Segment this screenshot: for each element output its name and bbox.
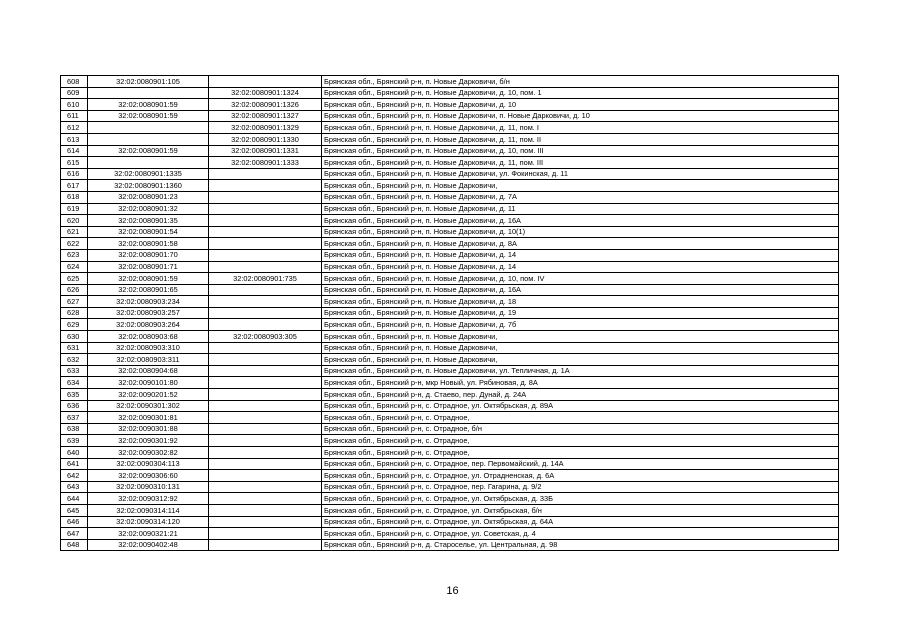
address-cell: Брянская обл., Брянский р-н, п. Новые Дарковичи, д. 7б — [322, 319, 839, 331]
object-cadastral-number-cell — [209, 528, 322, 540]
row-number-cell: 647 — [61, 528, 88, 540]
table-row — [61, 470, 839, 482]
row-number-cell: 628 — [61, 307, 88, 319]
object-cadastral-number-cell — [209, 180, 322, 192]
land-cadastral-number-cell: 32:02:0080901:70 — [88, 249, 209, 261]
object-cadastral-number-cell: 32:02:0080901:1331 — [209, 145, 322, 157]
address-cell: Брянская обл., Брянский р-н, п. Новые Дарковичи, б/н — [322, 76, 839, 88]
row-number-cell: 639 — [61, 435, 88, 447]
row-number-cell: 642 — [61, 470, 88, 482]
table-row — [61, 296, 839, 308]
row-number-cell: 641 — [61, 458, 88, 470]
table-row — [61, 99, 839, 111]
land-cadastral-number-cell — [88, 87, 209, 99]
table-row — [61, 423, 839, 435]
table-row — [61, 191, 839, 203]
page-number: 16 — [446, 585, 459, 597]
row-number-cell: 615 — [61, 157, 88, 169]
row-number-cell: 619 — [61, 203, 88, 215]
land-cadastral-number-cell: 32:02:0080901:35 — [88, 215, 209, 227]
row-number-cell: 625 — [61, 273, 88, 285]
table-row — [61, 122, 839, 134]
row-number-cell: 609 — [61, 87, 88, 99]
object-cadastral-number-cell — [209, 354, 322, 366]
address-cell: Брянская обл., Брянский р-н, п. Новые Дарковичи, д. 14 — [322, 261, 839, 273]
object-cadastral-number-cell — [209, 284, 322, 296]
row-number-cell: 632 — [61, 354, 88, 366]
land-cadastral-number-cell: 32:02:0080903:311 — [88, 354, 209, 366]
row-number-cell: 612 — [61, 122, 88, 134]
land-cadastral-number-cell: 32:02:0080901:65 — [88, 284, 209, 296]
address-cell: Брянская обл., Брянский р-н, с. Отрадное, б/н — [322, 423, 839, 435]
land-cadastral-number-cell: 32:02:0090314:120 — [88, 516, 209, 528]
object-cadastral-number-cell: 32:02:0080901:735 — [209, 273, 322, 285]
table-row — [61, 377, 839, 389]
land-cadastral-number-cell: 32:02:0080901:58 — [88, 238, 209, 250]
land-cadastral-number-cell: 32:02:0090301:81 — [88, 412, 209, 424]
registry-table-body — [61, 76, 839, 551]
address-cell: Брянская обл., Брянский р-н, п. Новые Дарковичи, — [322, 331, 839, 343]
address-cell: Брянская обл., Брянский р-н, п. Новые Дарковичи, д. 16А — [322, 215, 839, 227]
object-cadastral-number-cell — [209, 400, 322, 412]
row-number-cell: 610 — [61, 99, 88, 111]
table-row — [61, 180, 839, 192]
table-row — [61, 493, 839, 505]
land-cadastral-number-cell: 32:02:0080901:59 — [88, 273, 209, 285]
object-cadastral-number-cell — [209, 168, 322, 180]
object-cadastral-number-cell — [209, 447, 322, 459]
row-number-cell: 616 — [61, 168, 88, 180]
land-cadastral-number-cell — [88, 133, 209, 145]
row-number-cell: 645 — [61, 504, 88, 516]
table-row — [61, 284, 839, 296]
table-row — [61, 273, 839, 285]
land-cadastral-number-cell: 32:02:0090314:114 — [88, 504, 209, 516]
address-cell: Брянская обл., Брянский р-н, с. Отрадное, пер. Гагарина, д. 9/2 — [322, 481, 839, 493]
land-cadastral-number-cell: 32:02:0080903:234 — [88, 296, 209, 308]
row-number-cell: 622 — [61, 238, 88, 250]
object-cadastral-number-cell: 32:02:0080901:1333 — [209, 157, 322, 169]
table-row — [61, 215, 839, 227]
address-cell: Брянская обл., Брянский р-н, п. Новые Дарковичи, — [322, 354, 839, 366]
address-cell: Брянская обл., Брянский р-н, п. Новые Дарковичи, д. 10, пом. IV — [322, 273, 839, 285]
land-cadastral-number-cell: 32:02:0080901:59 — [88, 145, 209, 157]
row-number-cell: 636 — [61, 400, 88, 412]
object-cadastral-number-cell — [209, 215, 322, 227]
object-cadastral-number-cell — [209, 76, 322, 88]
address-cell: Брянская обл., Брянский р-н, с. Отрадное, ул. Советская, д. 4 — [322, 528, 839, 540]
object-cadastral-number-cell — [209, 458, 322, 470]
land-cadastral-number-cell: 32:02:0090301:302 — [88, 400, 209, 412]
object-cadastral-number-cell: 32:02:0080901:1329 — [209, 122, 322, 134]
table-row — [61, 203, 839, 215]
address-cell: Брянская обл., Брянский р-н, с. Отрадное, ул. Октябрьская, б/н — [322, 504, 839, 516]
land-cadastral-number-cell: 32:02:0090310:131 — [88, 481, 209, 493]
land-cadastral-number-cell: 32:02:0080901:23 — [88, 191, 209, 203]
table-row — [61, 226, 839, 238]
address-cell: Брянская обл., Брянский р-н, п. Новые Дарковичи, д. 19 — [322, 307, 839, 319]
address-cell: Брянская обл., Брянский р-н, п. Новые Дарковичи, д. 10 — [322, 99, 839, 111]
address-cell: Брянская обл., Брянский р-н, п. Новые Дарковичи, д. 16А — [322, 284, 839, 296]
table-row — [61, 447, 839, 459]
address-cell: Брянская обл., Брянский р-н, с. Отрадное, — [322, 435, 839, 447]
address-cell: Брянская обл., Брянский р-н, п. Новые Дарковичи, ул. Фокинская, д. 11 — [322, 168, 839, 180]
row-number-cell: 623 — [61, 249, 88, 261]
object-cadastral-number-cell — [209, 481, 322, 493]
object-cadastral-number-cell — [209, 470, 322, 482]
address-cell: Брянская обл., Брянский р-н, мкр Новый, ул. Рябиновая, д. 8А — [322, 377, 839, 389]
table-row — [61, 87, 839, 99]
row-number-cell: 643 — [61, 481, 88, 493]
address-cell: Брянская обл., Брянский р-н, п. Новые Дарковичи, — [322, 180, 839, 192]
land-cadastral-number-cell: 32:02:0090301:88 — [88, 423, 209, 435]
table-row — [61, 516, 839, 528]
table-row — [61, 319, 839, 331]
address-cell: Брянская обл., Брянский р-н, с. Отрадное, ул. Октябрьская, д. 33Б — [322, 493, 839, 505]
row-number-cell: 648 — [61, 539, 88, 551]
land-cadastral-number-cell: 32:02:0080901:105 — [88, 76, 209, 88]
address-cell: Брянская обл., Брянский р-н, п. Новые Дарковичи, д. 14 — [322, 249, 839, 261]
object-cadastral-number-cell — [209, 319, 322, 331]
table-row — [61, 238, 839, 250]
address-cell: Брянская обл., Брянский р-н, п. Новые Дарковичи, д. 18 — [322, 296, 839, 308]
object-cadastral-number-cell — [209, 307, 322, 319]
property-registry-table — [60, 75, 839, 551]
object-cadastral-number-cell — [209, 342, 322, 354]
table-row — [61, 435, 839, 447]
row-number-cell: 637 — [61, 412, 88, 424]
row-number-cell: 627 — [61, 296, 88, 308]
object-cadastral-number-cell: 32:02:0080901:1327 — [209, 110, 322, 122]
row-number-cell: 633 — [61, 365, 88, 377]
address-cell: Брянская обл., Брянский р-н, с. Отрадное, ул. Октябрьская, д. 89А — [322, 400, 839, 412]
object-cadastral-number-cell: 32:02:0080901:1326 — [209, 99, 322, 111]
table-row — [61, 412, 839, 424]
land-cadastral-number-cell: 32:02:0080901:54 — [88, 226, 209, 238]
table-row — [61, 261, 839, 273]
land-cadastral-number-cell: 32:02:0090312:92 — [88, 493, 209, 505]
land-cadastral-number-cell — [88, 122, 209, 134]
object-cadastral-number-cell — [209, 412, 322, 424]
object-cadastral-number-cell: 32:02:0080903:305 — [209, 331, 322, 343]
row-number-cell: 640 — [61, 447, 88, 459]
land-cadastral-number-cell: 32:02:0080904:68 — [88, 365, 209, 377]
row-number-cell: 618 — [61, 191, 88, 203]
table-row — [61, 389, 839, 401]
address-cell: Брянская обл., Брянский р-н, с. Отрадное, ул. Октябрьская, д. 64А — [322, 516, 839, 528]
object-cadastral-number-cell — [209, 423, 322, 435]
land-cadastral-number-cell: 32:02:0080903:68 — [88, 331, 209, 343]
address-cell: Брянская обл., Брянский р-н, п. Новые Дарковичи, д. 10(1) — [322, 226, 839, 238]
land-cadastral-number-cell: 32:02:0080901:59 — [88, 99, 209, 111]
row-number-cell: 608 — [61, 76, 88, 88]
land-cadastral-number-cell — [88, 157, 209, 169]
address-cell: Брянская обл., Брянский р-н, с. Отрадное, — [322, 412, 839, 424]
table-row — [61, 458, 839, 470]
table-row — [61, 307, 839, 319]
row-number-cell: 635 — [61, 389, 88, 401]
row-number-cell: 638 — [61, 423, 88, 435]
address-cell: Брянская обл., Брянский р-н, п. Новые Дарковичи, п. Новые Дарковичи, д. 10 — [322, 110, 839, 122]
table-row — [61, 342, 839, 354]
object-cadastral-number-cell — [209, 261, 322, 273]
object-cadastral-number-cell — [209, 191, 322, 203]
row-number-cell: 613 — [61, 133, 88, 145]
object-cadastral-number-cell — [209, 539, 322, 551]
land-cadastral-number-cell: 32:02:0090304:113 — [88, 458, 209, 470]
row-number-cell: 614 — [61, 145, 88, 157]
row-number-cell: 617 — [61, 180, 88, 192]
address-cell: Брянская обл., Брянский р-н, п. Новые Дарковичи, — [322, 342, 839, 354]
land-cadastral-number-cell: 32:02:0090302:82 — [88, 447, 209, 459]
object-cadastral-number-cell — [209, 389, 322, 401]
address-cell: Брянская обл., Брянский р-н, д. Стаево, пер. Дунай, д. 24А — [322, 389, 839, 401]
table-row — [61, 168, 839, 180]
object-cadastral-number-cell — [209, 377, 322, 389]
object-cadastral-number-cell — [209, 365, 322, 377]
table-row — [61, 157, 839, 169]
table-row — [61, 76, 839, 88]
object-cadastral-number-cell — [209, 238, 322, 250]
address-cell: Брянская обл., Брянский р-н, п. Новые Дарковичи, д. 7А — [322, 191, 839, 203]
land-cadastral-number-cell: 32:02:0080901:1360 — [88, 180, 209, 192]
land-cadastral-number-cell: 32:02:0080901:71 — [88, 261, 209, 273]
object-cadastral-number-cell — [209, 493, 322, 505]
land-cadastral-number-cell: 32:02:0090321:21 — [88, 528, 209, 540]
table-row — [61, 133, 839, 145]
object-cadastral-number-cell: 32:02:0080901:1330 — [209, 133, 322, 145]
land-cadastral-number-cell: 32:02:0080903:257 — [88, 307, 209, 319]
address-cell: Брянская обл., Брянский р-н, п. Новые Дарковичи, ул. Тепличная, д. 1А — [322, 365, 839, 377]
table-row — [61, 528, 839, 540]
address-cell: Брянская обл., Брянский р-н, п. Новые Дарковичи, д. 11, пом. I — [322, 122, 839, 134]
row-number-cell: 644 — [61, 493, 88, 505]
object-cadastral-number-cell — [209, 203, 322, 215]
object-cadastral-number-cell — [209, 504, 322, 516]
row-number-cell: 620 — [61, 215, 88, 227]
row-number-cell: 631 — [61, 342, 88, 354]
table-row — [61, 331, 839, 343]
table-row — [61, 481, 839, 493]
table-row — [61, 249, 839, 261]
row-number-cell: 646 — [61, 516, 88, 528]
land-cadastral-number-cell: 32:02:0080901:59 — [88, 110, 209, 122]
object-cadastral-number-cell: 32:02:0080901:1324 — [209, 87, 322, 99]
table-row — [61, 539, 839, 551]
row-number-cell: 630 — [61, 331, 88, 343]
table-row — [61, 504, 839, 516]
address-cell: Брянская обл., Брянский р-н, д. Староселье, ул. Центральная, д. 98 — [322, 539, 839, 551]
table-row — [61, 354, 839, 366]
land-cadastral-number-cell: 32:02:0090201:52 — [88, 389, 209, 401]
row-number-cell: 629 — [61, 319, 88, 331]
object-cadastral-number-cell — [209, 435, 322, 447]
address-cell: Брянская обл., Брянский р-н, п. Новые Дарковичи, д. 10, пом. III — [322, 145, 839, 157]
table-row — [61, 365, 839, 377]
row-number-cell: 626 — [61, 284, 88, 296]
address-cell: Брянская обл., Брянский р-н, п. Новые Дарковичи, д. 11, пом. II — [322, 133, 839, 145]
object-cadastral-number-cell — [209, 226, 322, 238]
object-cadastral-number-cell — [209, 516, 322, 528]
address-cell: Брянская обл., Брянский р-н, п. Новые Дарковичи, д. 11 — [322, 203, 839, 215]
land-cadastral-number-cell: 32:02:0080901:1335 — [88, 168, 209, 180]
land-cadastral-number-cell: 32:02:0080901:32 — [88, 203, 209, 215]
row-number-cell: 624 — [61, 261, 88, 273]
land-cadastral-number-cell: 32:02:0090101:80 — [88, 377, 209, 389]
land-cadastral-number-cell: 32:02:0090306:60 — [88, 470, 209, 482]
address-cell: Брянская обл., Брянский р-н, п. Новые Дарковичи, д. 8А — [322, 238, 839, 250]
table-row — [61, 400, 839, 412]
land-cadastral-number-cell: 32:02:0080903:264 — [88, 319, 209, 331]
land-cadastral-number-cell: 32:02:0080903:310 — [88, 342, 209, 354]
address-cell: Брянская обл., Брянский р-н, с. Отрадное, ул. Отрадненская, д. 6А — [322, 470, 839, 482]
address-cell: Брянская обл., Брянский р-н, п. Новые Дарковичи, д. 11, пом. III — [322, 157, 839, 169]
object-cadastral-number-cell — [209, 249, 322, 261]
address-cell: Брянская обл., Брянский р-н, п. Новые Дарковичи, д. 10, пом. 1 — [322, 87, 839, 99]
land-cadastral-number-cell: 32:02:0090301:92 — [88, 435, 209, 447]
row-number-cell: 621 — [61, 226, 88, 238]
object-cadastral-number-cell — [209, 296, 322, 308]
row-number-cell: 611 — [61, 110, 88, 122]
address-cell: Брянская обл., Брянский р-н, с. Отрадное, — [322, 447, 839, 459]
land-cadastral-number-cell: 32:02:0090402:48 — [88, 539, 209, 551]
row-number-cell: 634 — [61, 377, 88, 389]
address-cell: Брянская обл., Брянский р-н, с. Отрадное, пер. Первомайский, д. 14А — [322, 458, 839, 470]
table-row — [61, 110, 839, 122]
table-row — [61, 145, 839, 157]
